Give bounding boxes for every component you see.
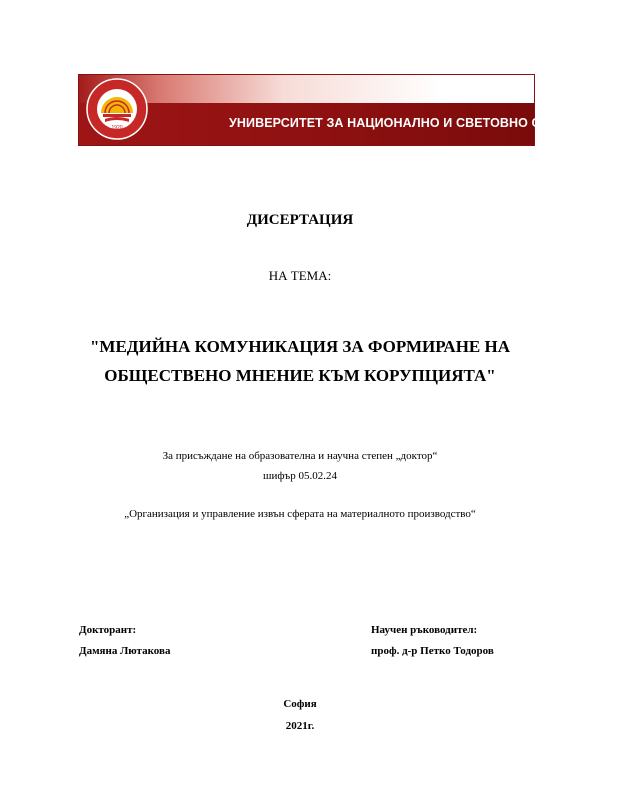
footer [0, 693, 600, 737]
doctoral-name: Дамяна Лютакова [79, 645, 171, 657]
topic-line-1: "МЕДИЙНА КОМУНИКАЦИЯ ЗА ФОРМИРАНЕ НА [89, 337, 511, 356]
document-heading: ДИСЕРТАЦИЯ [246, 212, 354, 228]
scientific-field: „Организация и управление извън сферата на материалното производство“ [124, 508, 476, 520]
dissertation-topic [0, 332, 600, 390]
footer-city: София [283, 698, 317, 710]
degree-line: За присъждане на образователна и научна степен „доктор“ [162, 450, 438, 462]
university-seal-logo [85, 77, 149, 141]
topic-line-2: ОБЩЕСТВЕНО МНЕНИЕ КЪМ КОРУПЦИЯТА" [104, 366, 496, 385]
document-subheading: НА ТЕМА: [268, 268, 332, 283]
university-name: УНИВЕРСИТЕТ ЗА НАЦИОНАЛНО И СВЕТОВНО СТОПАНСТВО [229, 116, 620, 130]
doctoral-label: Докторант: [79, 624, 137, 636]
supervisor-name: проф. д-р Петко Тодоров [371, 645, 494, 657]
supervisor-label: Научен ръководител: [371, 624, 478, 636]
code-line: шифър 05.02.24 [263, 470, 337, 482]
seal-year: 1920 [111, 125, 123, 131]
footer-year: 2021г. [285, 720, 315, 732]
university-header-banner [78, 74, 620, 146]
degree-info [0, 446, 600, 486]
